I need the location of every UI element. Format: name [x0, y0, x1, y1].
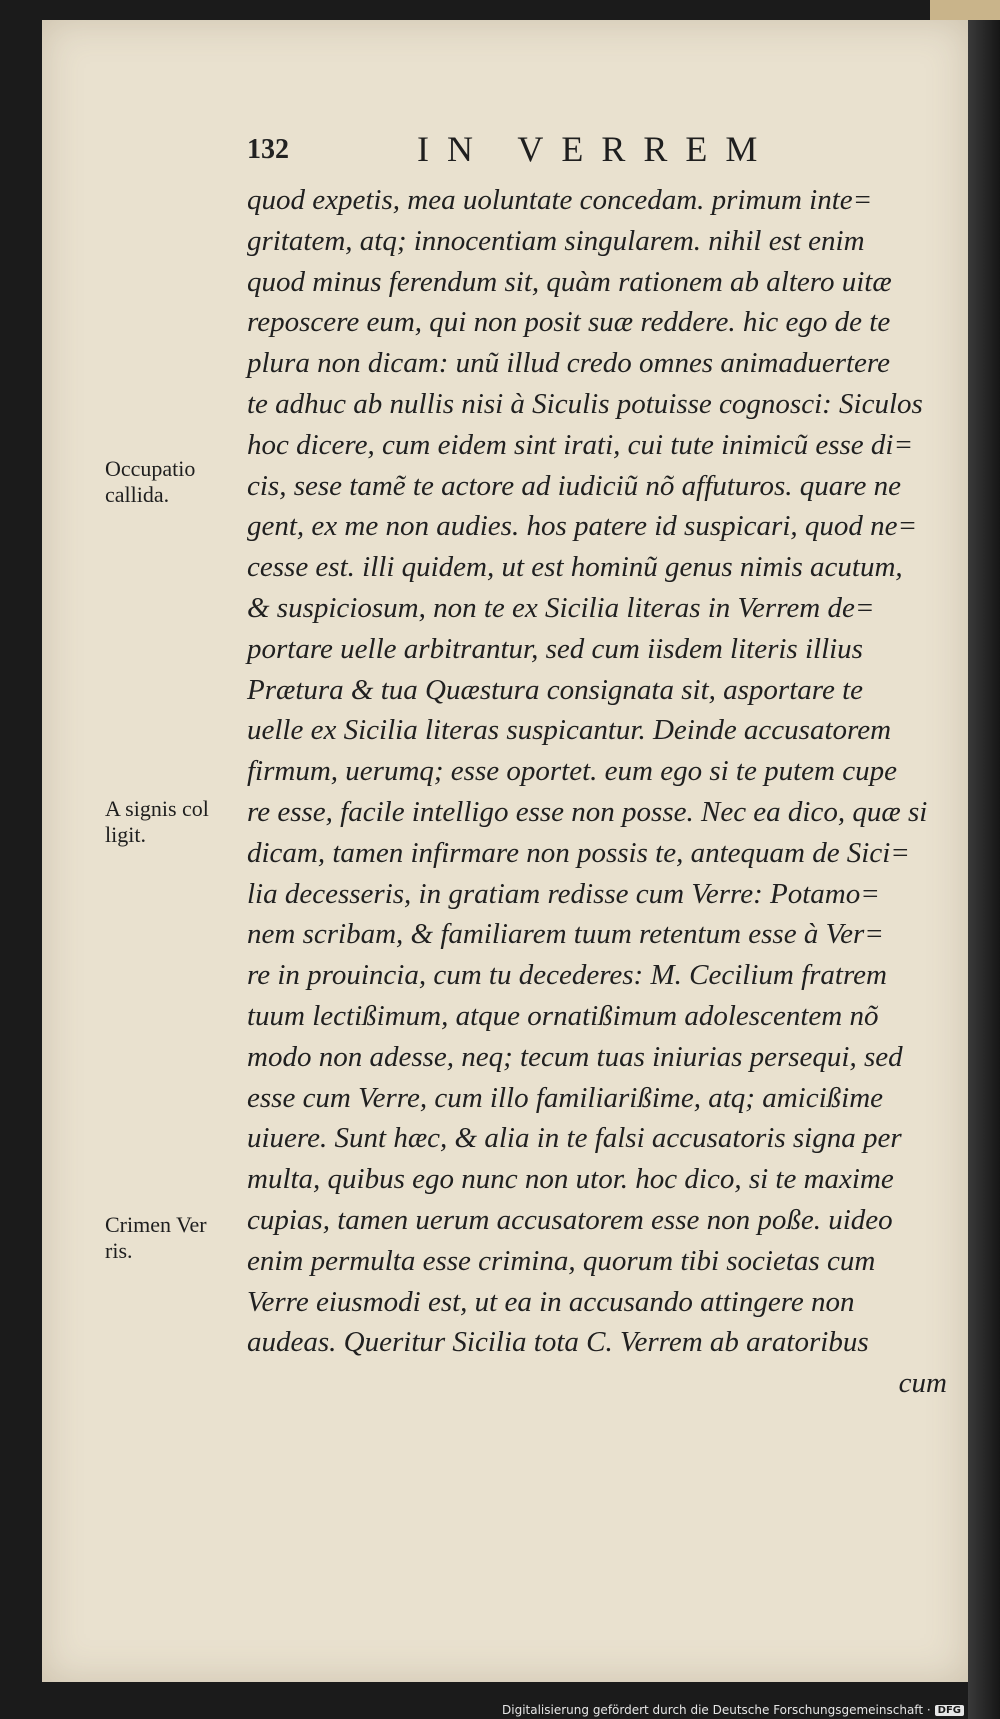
text-line: dicam, tamen infirmare non possis te, antequam de Sici=: [247, 836, 910, 869]
marginal-line: Crimen Ver: [105, 1212, 207, 1237]
text-line: gritatem, atq; innocentiam singularem. nihil est enim: [247, 224, 865, 257]
text-line: nem scribam, & familiarem tuum retentum esse à Ver=: [247, 918, 884, 951]
text-line: tuum lectißimum, atque ornatißimum adolescentem nõ: [247, 999, 879, 1032]
text-line: quod minus ferendum sit, quàm rationem ab altero uitæ: [247, 265, 892, 298]
scanned-page: [42, 20, 968, 1682]
footer-credit: Digitalisierung gefördert durch die Deutsche Forschungsgemeinschaft ·: [502, 1703, 931, 1717]
marginal-line: Occupatio: [105, 456, 196, 481]
text-line: & suspiciosum, non te ex Sicilia literas in Verrem de=: [247, 591, 875, 624]
text-line: re in prouincia, cum tu decederes: M. Cecilium fratrem: [247, 959, 887, 992]
text-line: firmum, uerumq; esse oportet. eum ego si te putem cupe: [247, 755, 897, 788]
marginal-line: ligit.: [105, 822, 146, 847]
text-line: te adhuc ab nullis nisi à Siculis potuisse cognosci: Siculos: [247, 387, 923, 420]
text-line: portare uelle arbitrantur, sed cum iisdem literis illius: [247, 632, 863, 665]
page-edge: [968, 0, 1000, 1719]
text-line: cupias, tamen uerum accusatorem esse non poße. uideo: [247, 1203, 893, 1236]
body-text: [247, 180, 947, 1404]
marginal-note-signis: [105, 796, 235, 848]
marginal-line: ris.: [105, 1238, 133, 1263]
text-line: cesse est. illi quidem, ut est hominũ genus nimis acutum,: [247, 551, 903, 584]
text-line: enim permulta esse crimina, quorum tibi societas cum: [247, 1244, 876, 1277]
corner-scrap: [930, 0, 1000, 20]
text-line: audeas. Queritur Sicilia tota C. Verrem ab aratoribus: [247, 1326, 869, 1359]
marginal-line: callida.: [105, 482, 170, 507]
text-line: Prætura & tua Quæstura consignata sit, asportare te: [247, 673, 864, 706]
text-line: quod expetis, mea uoluntate concedam. primum inte=: [247, 184, 873, 216]
folio-number: 132: [247, 134, 289, 165]
text-line: hoc dicere, cum eidem sint irati, cui tute inimicũ esse di=: [247, 428, 914, 461]
text-line: reposcere eum, qui non posit suæ reddere. hic ego de te: [247, 306, 891, 339]
marginal-note-crimen: [105, 1212, 235, 1264]
page-header: [42, 128, 968, 168]
catchword: cum: [898, 1367, 947, 1400]
text-line: Verre eiusmodi est, ut ea in accusando attingere non: [247, 1285, 855, 1318]
marginal-line: A signis col: [105, 796, 209, 821]
text-line: multa, quibus ego nunc non utor. hoc dico, si te maxime: [247, 1163, 894, 1196]
text-line: esse cum Verre, cum illo familiarißime, atq; amicißime: [247, 1081, 884, 1114]
text-line: lia decesseris, in gratiam redisse cum Verre: Potamo=: [247, 877, 880, 910]
text-line: re esse, facile intelligo esse non posse. Nec ea dico, quæ si: [247, 795, 928, 828]
digitization-footer: [502, 1703, 964, 1717]
text-line: uelle ex Sicilia literas suspicantur. Deinde accusatorem: [247, 714, 892, 747]
dfg-logo-icon: DFG: [935, 1705, 964, 1716]
text-line: plura non dicam: unũ illud credo omnes animaduertere: [247, 347, 891, 380]
text-line: gent, ex me non audies. hos patere id suspicari, quod ne=: [247, 510, 918, 543]
marginal-note-occupatio: [105, 456, 235, 508]
text-line: modo non adesse, neq; tecum tuas iniurias persequi, sed: [247, 1040, 903, 1073]
running-head: IN VERREM: [417, 129, 776, 169]
text-line: uiuere. Sunt hæc, & alia in te falsi accusatoris signa per: [247, 1122, 902, 1155]
text-line: cis, sese tamẽ te actore ad iudiciũ nõ affuturos. quare ne: [247, 469, 902, 502]
